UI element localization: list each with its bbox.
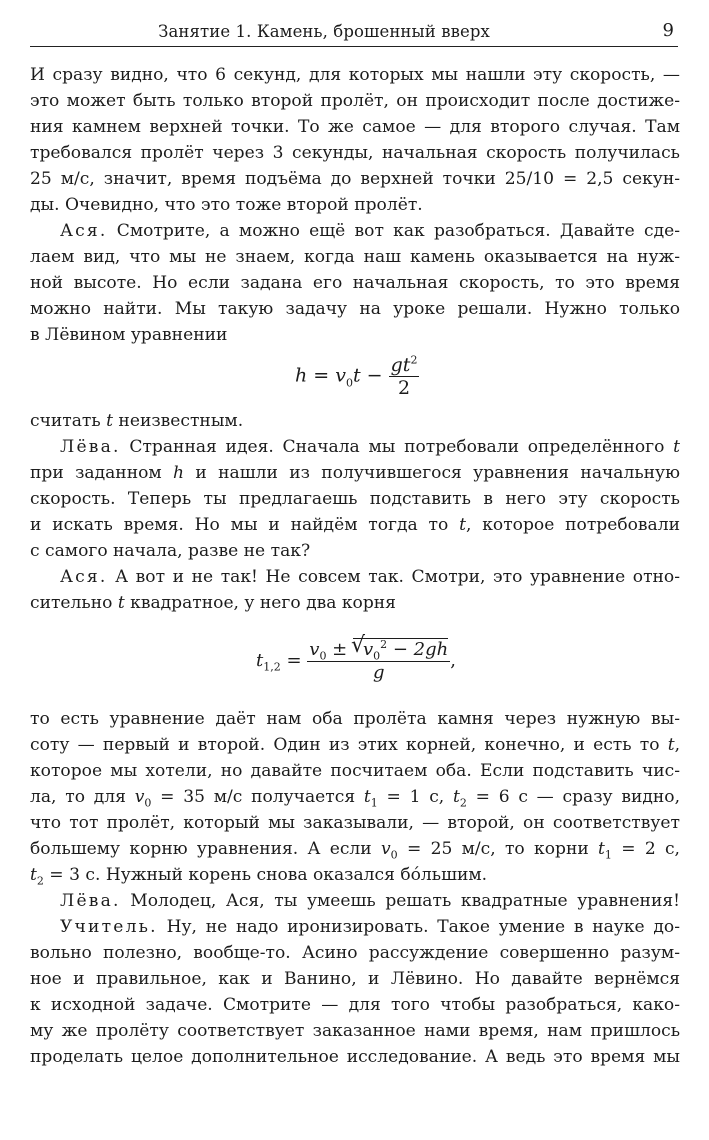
formula-exp: 2: [380, 638, 388, 651]
text-line: скорость. Теперь ты предлагаешь подставить в него эту скорость: [30, 489, 680, 509]
math-var: t: [117, 593, 125, 613]
text-line: И сразу видно, что 6 секунд, для которых мы нашли эту скорость, —: [30, 65, 680, 85]
text-line: [30, 218, 680, 244]
formula-var: v: [309, 639, 320, 660]
formula-punct: ,: [450, 650, 456, 671]
formula-fraction: [389, 354, 420, 399]
speaker-name: Лёва.: [60, 437, 121, 457]
text-line: ния камнем верхней точки. То же самое — для второго случая. Там: [30, 117, 680, 137]
math-sub: 2: [36, 874, 44, 888]
line-text: при заданном: [30, 463, 162, 483]
line-text: квадратное, у него два корня: [130, 593, 396, 613]
formula-sub: 1,2: [263, 660, 281, 674]
formula-fraction: [307, 633, 450, 684]
text-line: что тот пролёт, который мы заказывали, — второй, он соответствует: [30, 813, 680, 833]
line-text: считать: [30, 411, 107, 431]
text-line: 25 м/с, значит, время подъёма до верхней точки 25/10 = 2,5 секун-: [30, 169, 680, 189]
page-header: [30, 20, 678, 47]
formula-op: =: [280, 650, 308, 671]
text-line: проделать целое дополнительное исследование. А ведь это время мы: [30, 1047, 680, 1067]
speaker-name: Ася.: [60, 567, 108, 587]
text-line: лаем вид, что мы не знаем, когда наш камень оказывается на нуж-: [30, 247, 680, 267]
formula-exp: 2: [410, 353, 418, 367]
text-line: ной высоте. Но если задана его начальная скорость, то это время: [30, 273, 680, 293]
line-text: соту — первый и второй. Один из этих корней, конечно, и есть то: [30, 735, 660, 755]
math-var: t: [459, 515, 466, 535]
text-line: [30, 512, 680, 538]
line-text: Странная идея. Сначала мы потребовали определённого: [129, 437, 665, 457]
line-text: большему корню уравнения. А если: [30, 839, 372, 859]
math-sub: 0: [390, 848, 398, 862]
line-text: Ну, не надо иронизировать. Такое умение в науке до-: [166, 917, 680, 937]
line-text: сительно: [30, 593, 113, 613]
math-var: h: [173, 463, 185, 483]
text-line: [30, 434, 680, 460]
text-line: в Лёвином уравнении: [30, 325, 228, 345]
math-var: t: [30, 865, 37, 885]
math-var: v: [381, 839, 391, 859]
text-line: [30, 784, 680, 810]
line-text: , которое потребовали: [466, 515, 680, 535]
line-text: = 2 с,: [611, 839, 680, 859]
math-sub: 1: [604, 848, 612, 862]
text-line: которое мы хотели, но давайте посчитаем оба. Если подставить чис-: [30, 761, 680, 781]
sqrt: [350, 633, 449, 663]
text-line: [30, 408, 680, 434]
math-var: t: [673, 437, 681, 457]
math-var: t: [363, 787, 371, 807]
formula-op: −: [360, 364, 389, 387]
math-var: t: [453, 787, 460, 807]
page-body: [30, 62, 680, 1070]
line-text: = 35 м/с получается: [151, 787, 356, 807]
speaker-name: Ася.: [60, 221, 108, 241]
text-line: вольно полезно, вообще-то. Асино рассуждение совершенно разум-: [30, 943, 680, 963]
math-var: t: [667, 735, 675, 755]
speaker-name: Учитель.: [60, 917, 158, 937]
line-text: Смотрите, а можно ещё вот как разобраться. Давайте сде-: [116, 221, 681, 241]
formula-height: [30, 348, 680, 408]
line-text: Молодец, Ася, ты умеешь решать квадратные уравнения!: [130, 891, 680, 911]
formula-var: v: [362, 639, 374, 660]
text-line: то есть уравнение даёт нам оба пролёта камня через нужную вы-: [30, 709, 680, 729]
speaker-name: Лёва.: [60, 891, 121, 911]
formula-op: ±: [326, 639, 353, 660]
math-var: t: [598, 839, 605, 859]
formula-roots: [30, 616, 680, 706]
formula-var: v: [335, 364, 346, 387]
text-line: к исходной задаче. Смотрите — для того чтобы разобраться, како-: [30, 995, 680, 1015]
text-line: [30, 590, 680, 616]
line-text: = 6 с — сразу видно,: [466, 787, 681, 807]
line-text: ла, то для: [30, 787, 126, 807]
formula-op: =: [307, 364, 336, 387]
text-line: это может быть только второй пролёт, он происходит после достиже-: [30, 91, 680, 111]
formula-sub: 0: [373, 649, 381, 663]
line-text: неизвестным.: [113, 411, 244, 431]
formula-sub: 0: [319, 649, 327, 663]
formula-var: h: [295, 364, 308, 387]
text-line: [30, 914, 680, 940]
text-line: ды. Очевидно, что это тоже второй пролёт.: [30, 195, 423, 215]
text-line: [30, 888, 680, 914]
text-line: требовался пролёт через 3 секунды, начальная скорость получилась: [30, 143, 680, 163]
formula-term: − 2gh: [387, 639, 449, 660]
text-line: [30, 564, 680, 590]
line-text: и искать время. Но мы и найдём тогда то: [30, 515, 449, 535]
line-text: ,: [674, 735, 681, 755]
text-line: [30, 460, 680, 486]
line-text: = 1 с,: [377, 787, 445, 807]
line-text: и нашли из получившегося уравнения начальную: [195, 463, 680, 483]
text-line: му же пролёту соответствует заказанное нами время, нам пришлось: [30, 1021, 680, 1041]
page-number: 9: [662, 20, 674, 41]
sqrt-sign: √: [350, 633, 365, 658]
formula-var: gt: [390, 354, 411, 376]
formula-sub: 0: [345, 376, 353, 390]
line-text: = 3 с. Нужный корень снова оказался бóльшим.: [43, 865, 488, 885]
math-sub: 1: [370, 796, 378, 810]
formula-den: g: [372, 662, 385, 683]
line-text: А вот и не так! Не совсем так. Смотри, это уравнение отно-: [115, 567, 680, 587]
text-line: с самого начала, разве не так?: [30, 541, 311, 561]
text-line: [30, 862, 680, 888]
text-line: ное и правильное, как и Ванино, и Лёвино. Но давайте вернёмся: [30, 969, 680, 989]
running-title: Занятие 1. Камень, брошенный вверх: [158, 22, 490, 41]
formula-den: 2: [397, 377, 411, 399]
math-var: t: [106, 411, 113, 431]
text-line: [30, 732, 680, 758]
formula-var: t: [352, 364, 361, 387]
formula-var: t: [256, 650, 264, 671]
math-sub: 2: [459, 796, 467, 810]
math-var: v: [134, 787, 145, 807]
text-line: [30, 836, 680, 862]
line-text: = 25 м/с, то корни: [397, 839, 589, 859]
text-line: можно найти. Мы такую задачу на уроке решали. Нужно только: [30, 299, 680, 319]
math-sub: 0: [144, 796, 152, 810]
